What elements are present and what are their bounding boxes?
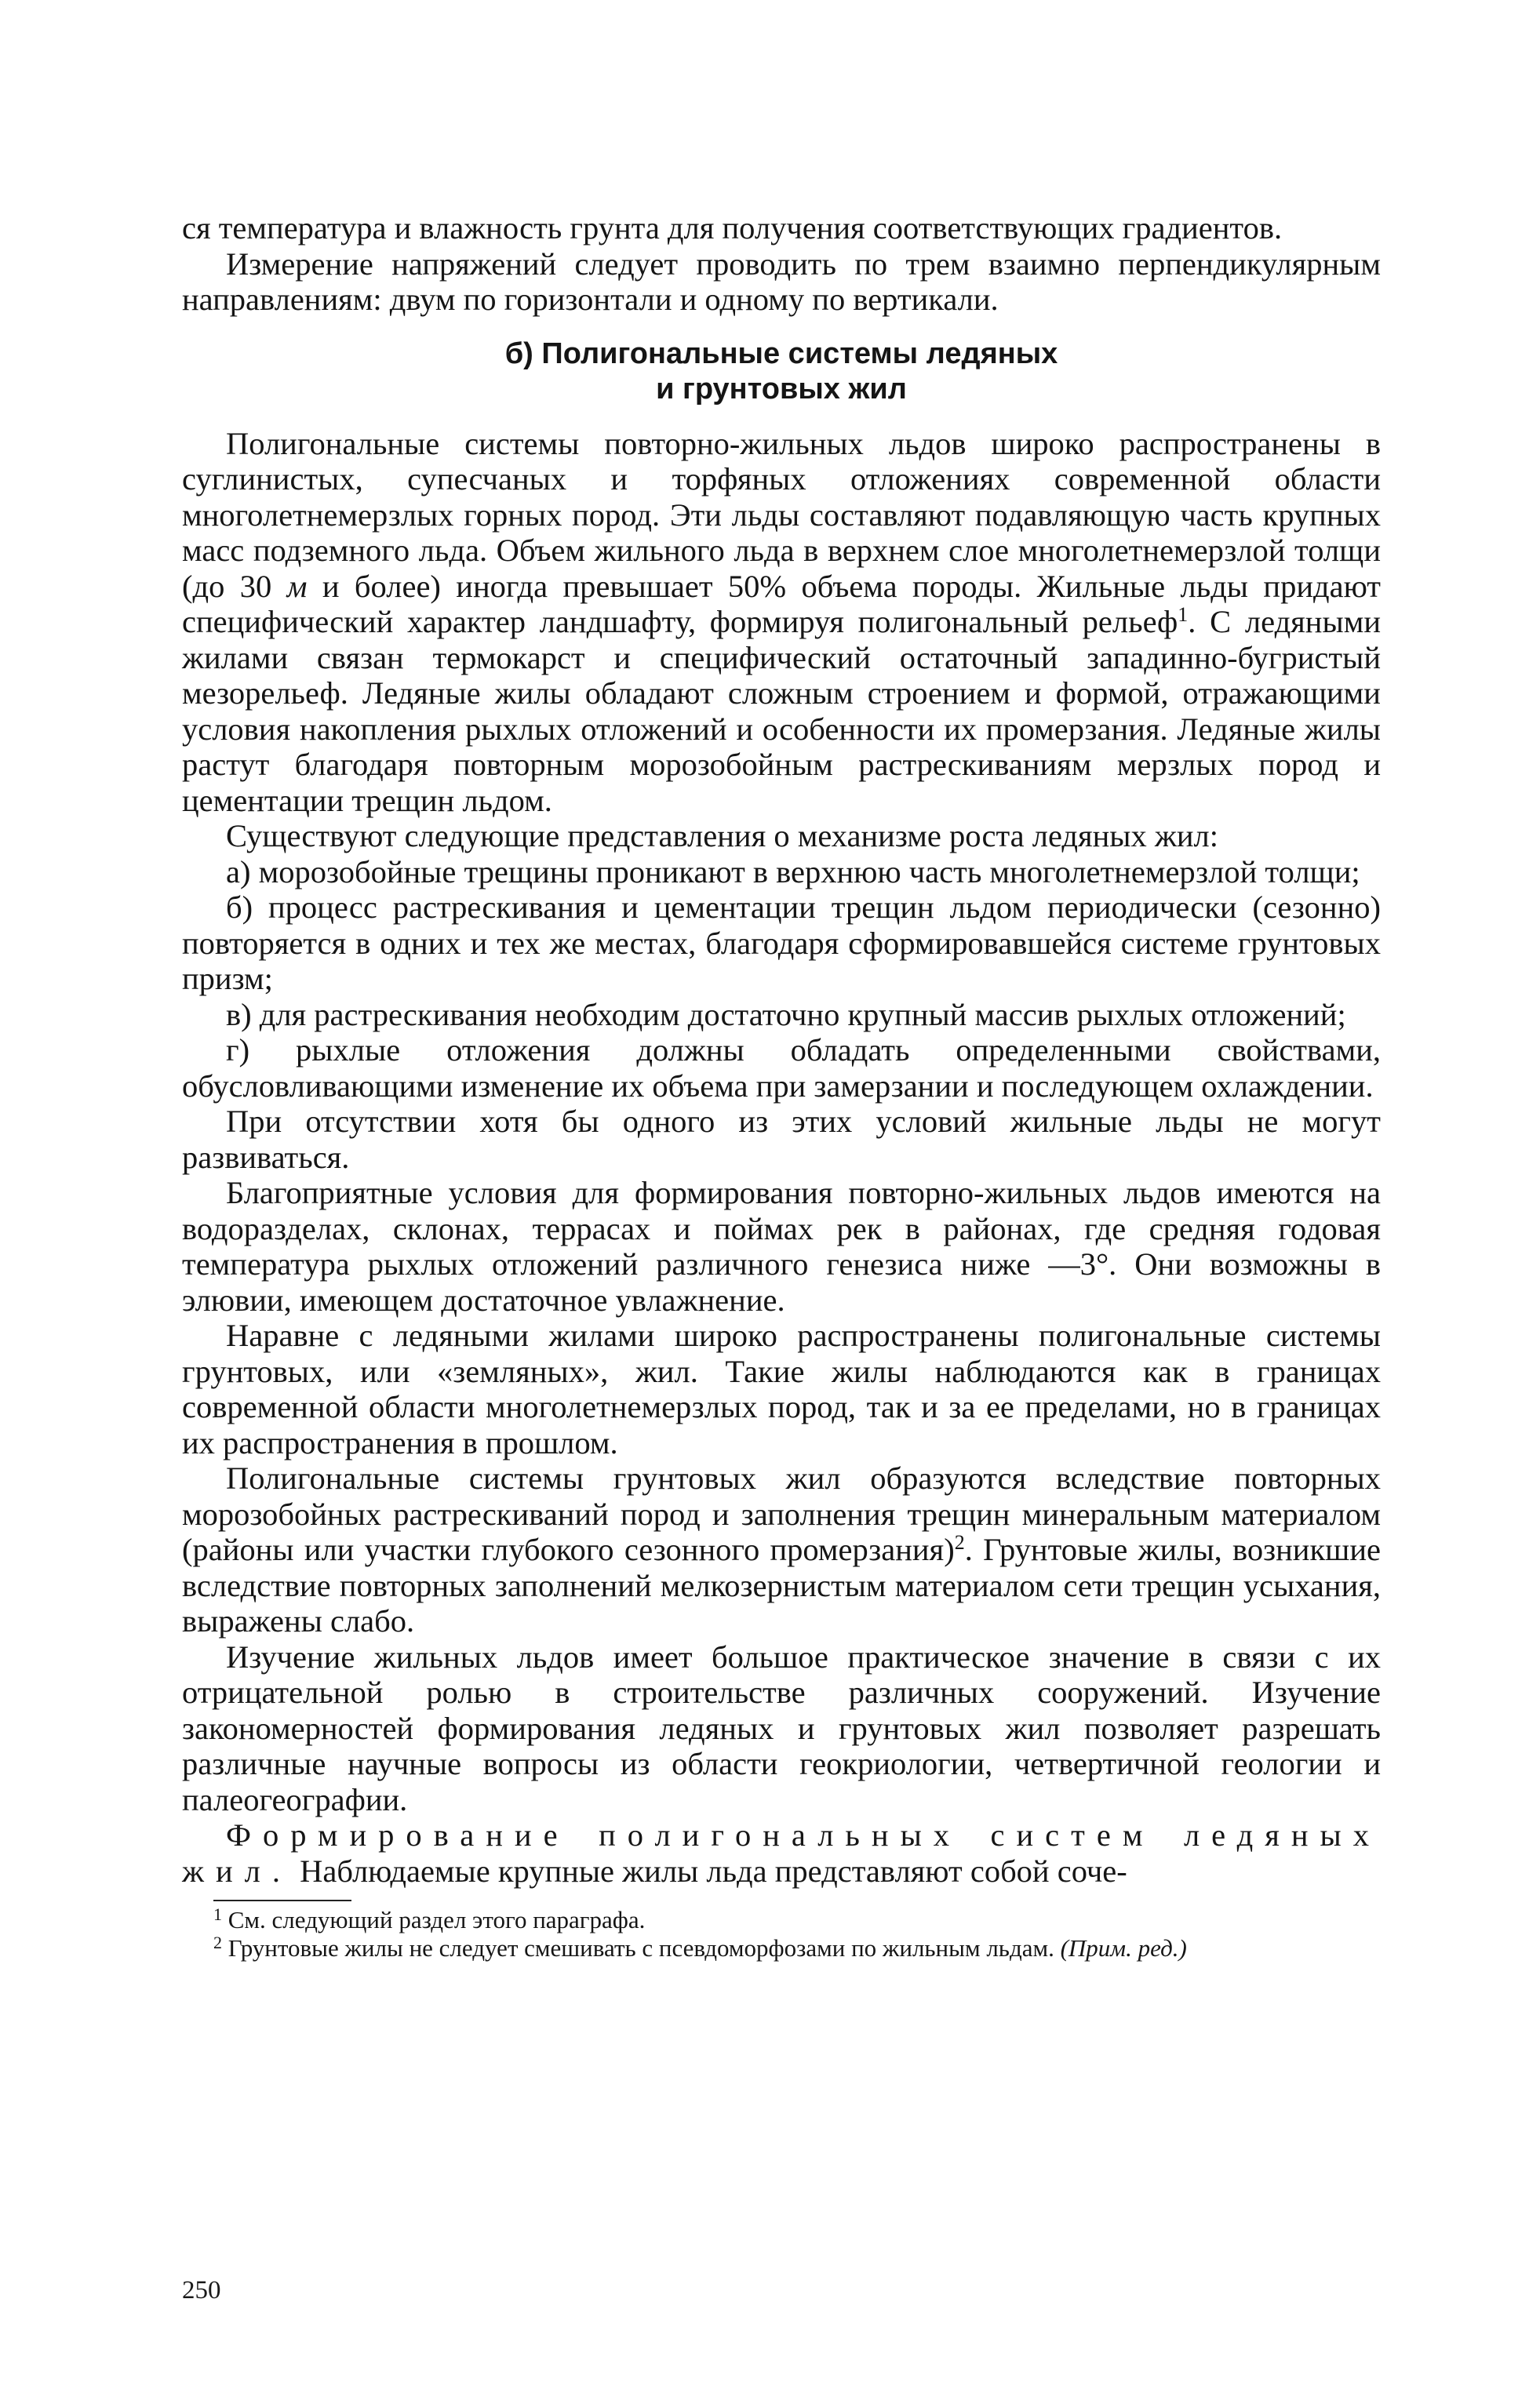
footnote-1-number: 1: [213, 1904, 222, 1924]
paragraph-growth-mechanism: Существуют следующие представления о механизме роста ледяных жил:: [226, 818, 1219, 853]
list-item-c: в) для растрескивания необходим достаточно крупный массив рыхлых отложений;: [226, 996, 1346, 1032]
paragraph-continuation: ся температура и влажность грунта для получения соответствующих градиентов.: [182, 210, 1283, 246]
section-heading-line-1: б) Полигональные системы ледяных: [504, 336, 1058, 370]
text-run: . Грунтовые жилы, возникшие вследствие повторных заполнений мелкозернистым материалом сети трещин усыхания, выражены слабо.: [182, 1532, 1381, 1639]
text-run: Полигональные системы грунтовых жил образуются вследствие повторных морозобойных растрескиваний пород и заполнения трещин минеральным материалом (районы или участки глубокого сезонного промерзания): [182, 1460, 1381, 1567]
paragraph-ground-wedge-formation: [182, 1460, 1381, 1639]
list-item-b: б) процесс растрескивания и цементации трещин льдом периодически (сезонно) повторяется в одних и тех же местах, благодаря сформировавшейся системе грунтовых призм;: [182, 889, 1381, 996]
subsection-title: Формирование полигональных систем ледяных жил.: [182, 1817, 1381, 1889]
paragraph-favorable-conditions: Благоприятные условия для формирования повторно-жильных льдов имеются на водоразделах, склонах, террасах и поймах рек в районах, где средняя годовая температура рыхлых отложений различного генезиса ниже —3°. Они возможны в элювии, имеющем достаточное увлажнение.: [182, 1175, 1381, 1318]
footnote-2-number: 2: [213, 1933, 222, 1952]
text-run: и более) иногда превышает 50% объема породы. Жильные льды придают специфический характер ландшафту, формируя полигональный рельеф: [182, 568, 1381, 639]
text-run: Полигональные системы повторно-жильных льдов широко распространены в суглинистых, супесчаных и торфяных отложениях современной области многолетнемерзлых горных пород. Эти льды составляют подавляющую часть крупных масс подземного льда. Объем жильного льда в верхнем слое многолетнемерзлой толщи (до 30: [182, 425, 1381, 604]
editor-note: (Прим. ред.): [1060, 1934, 1187, 1962]
list-item-a: а) морозобойные трещины проникают в верхнюю часть многолетнемерзлой толщи;: [226, 853, 1360, 889]
list-item-d: г) рыхлые отложения должны обладать определенными свойствами, обусловливающими изменение их объема при замерзании и последующем охлаждении.: [182, 1032, 1381, 1104]
footnote-ref-1: 1: [1178, 603, 1189, 626]
paragraph-polygonal-systems: [182, 426, 1381, 819]
section-heading-line-2: и грунтовых жил: [656, 372, 907, 406]
paragraph-practical-significance: Изучение жильных льдов имеет большое практическое значение в связи с их отрицательной ролью в строительстве различных сооружений. Изучение закономерностей формирования ледяных и грунтовых жил позволяет разрешать различные научные вопросы из области геокриологии, четвертичной геологии и палеогеографии.: [182, 1639, 1381, 1817]
footnotes: [182, 1906, 1381, 1962]
unit-meter: м: [286, 568, 308, 604]
text-run: Наблюдаемые крупные жилы льда представляют собой соче-: [292, 1853, 1127, 1889]
footnote-ref-2: 2: [954, 1531, 965, 1554]
paragraph-ground-wedges: Наравне с ледяными жилами широко распространены полигональные системы грунтовых, или «земляных», жил. Такие жилы наблюдаются как в границах современной области многолетнемерзлых пород, так и за ее пределами, но в границах их распространения в прошлом.: [182, 1318, 1381, 1460]
page-body: [182, 210, 1381, 1962]
footnote-2: [182, 1934, 1381, 1962]
page-number: 250: [182, 2276, 221, 2304]
footnote-1: [182, 1906, 1381, 1934]
text-run: . С ледяными жилами связан термокарст и специфический остаточный западинно-бугристый мезорельеф. Ледяные жилы обладают сложным строением и формой, отражающими условия накопления рыхлых отложений и особенности их промерзания. Ледяные жилы растут благодаря повторным морозобойным растрескиваниям мерзлых пород и цементации трещин льдом.: [182, 604, 1381, 818]
paragraph-conditions-absent: При отсутствии хотя бы одного из этих условий жильные льды не могут развиваться.: [182, 1104, 1381, 1175]
footnote-divider: [213, 1900, 351, 1901]
footnote-2-text: Грунтовые жилы не следует смешивать с псевдоморфозами по жильным льдам.: [222, 1934, 1061, 1962]
paragraph-stress-measurement: Измерение напряжений следует проводить по трем взаимно перпендикулярным направлениям: двум по горизонтали и одному по вертикали.: [182, 246, 1381, 317]
footnote-1-text: См. следующий раздел этого параграфа.: [222, 1906, 646, 1933]
section-heading: [182, 336, 1381, 407]
paragraph-formation-subsection: [182, 1817, 1381, 1889]
